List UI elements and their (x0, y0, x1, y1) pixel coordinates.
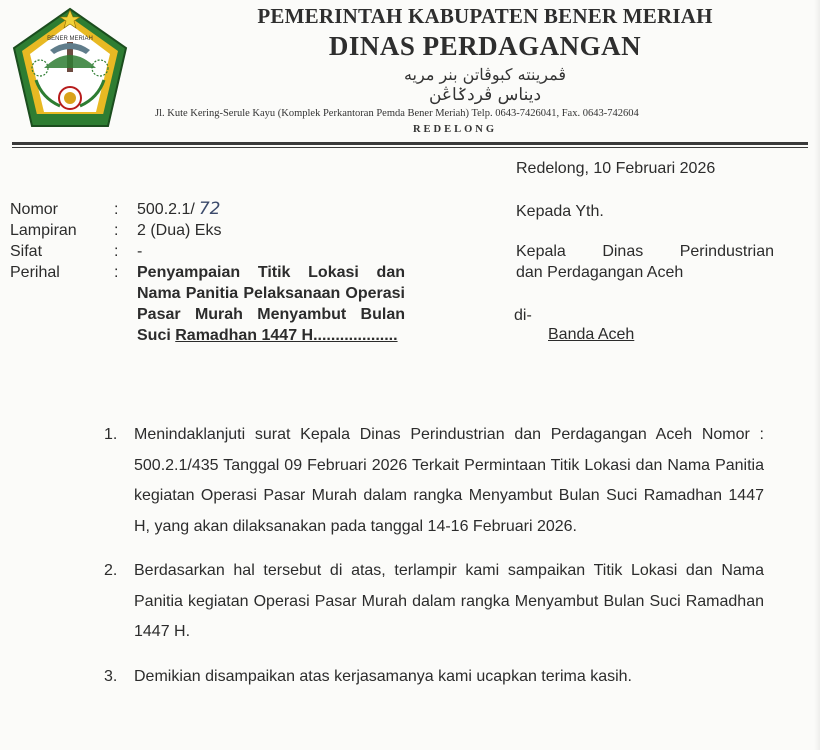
recipient-greeting: Kepada Yth. (516, 203, 604, 220)
perihal-value (137, 262, 405, 346)
place-date: Redelong, 10 Februari 2026 (516, 160, 716, 177)
body-item (104, 420, 764, 542)
jawi-government: ڤمرينته كبوڤاتن بنر مريه (403, 65, 567, 84)
perihal-label: Perihal (10, 264, 60, 281)
body-item (104, 556, 764, 648)
office-address: Jl. Kute Kering-Serule Kayu (Komplek Perkantoran Pemda Bener Meriah) Telp. 0643-7426041, Fax. 0643-742604 (155, 108, 639, 119)
body-item-text: Menindaklanjuti surat Kepala Dinas Perindustrian dan Perdagangan Aceh Nomor : 500.2.1/435 Tanggal 09 Februari 2026 Terkait Permintaan Titik Lokasi dan Nama Panitia kegiatan Operasi Pasar Murah dalam rangka Menyambut Bulan Suci Ramadhan 1447 H, yang akan dilaksanakan pada tanggal 14-16 Februari 2026. (134, 426, 764, 535)
lampiran-value: 2 (Dua) Eks (137, 222, 222, 239)
government-name: PEMERINTAH KABUPATEN BENER MERIAH (257, 4, 713, 28)
perihal-last-line: Ramadhan 1447 H................... (175, 327, 398, 344)
recipient-position-line1: Kepala Dinas Perindustrian (516, 243, 774, 260)
body-item-number: 3. (104, 667, 118, 685)
office-city: REDELONG (412, 124, 498, 135)
body-item-text: Berdasarkan hal tersebut di atas, terlampir kami sampaikan Titik Lokasi dan Nama Panitia kegiatan Operasi Pasar Murah dalam rangka Menyambut Bulan Suci Ramadhan 1447 H. (134, 562, 764, 640)
department-name: DINAS PERDAGANGAN (328, 31, 642, 61)
nomor-handwritten: 72 (198, 199, 221, 219)
jawi-department: ديناس ڤردݢاڠن (428, 85, 542, 105)
body-item-number: 1. (104, 426, 118, 443)
recipient-at: di- (514, 307, 532, 324)
letter-body (104, 420, 764, 706)
perihal-colon: : (114, 264, 119, 281)
letterhead-divider-thick (12, 142, 808, 145)
letterhead-divider-thin (12, 147, 808, 148)
letterhead (140, 0, 820, 105)
body-item-number: 2. (104, 562, 118, 579)
scan-edge-shadow (814, 0, 820, 750)
recipient-position-line2: dan Perdagangan Aceh (516, 264, 684, 281)
sifat-value: - (137, 243, 143, 260)
nomor-printed: 500.2.1/ (137, 201, 195, 218)
emblem-text: BENER MERIAH (47, 36, 93, 42)
lampiran-label: Lampiran (10, 222, 77, 239)
nomor-label: Nomor (10, 201, 59, 218)
recipient-position (516, 241, 774, 283)
sifat-label: Sifat (10, 243, 43, 260)
nomor-value (137, 199, 220, 220)
lampiran-colon: : (114, 222, 119, 239)
body-item-text: Demikian disampaikan atas kerjasamanya kami ucapkan terima kasih. (134, 667, 632, 685)
body-item (104, 662, 764, 693)
nomor-colon: : (114, 201, 119, 218)
perihal-text: Penyampaian Titik Lokasi dan Nama Panitia Pelaksanaan Operasi Pasar Murah Menyambut Bulan Suci (137, 264, 405, 344)
recipient-place: Banda Aceh (548, 326, 635, 343)
sifat-colon: : (114, 243, 119, 260)
bener-meriah-emblem-icon (10, 6, 130, 131)
